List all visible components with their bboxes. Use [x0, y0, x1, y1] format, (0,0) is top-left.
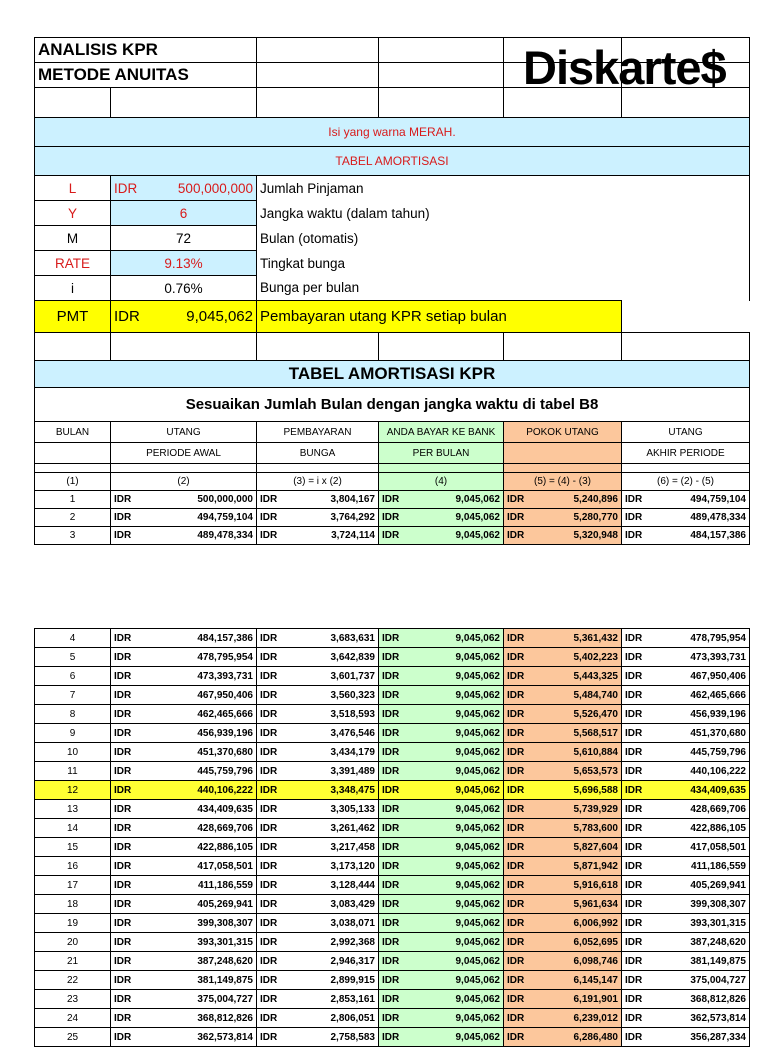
- debt-end-cell: IDR 484,157,386: [622, 527, 750, 545]
- payment-cell: IDR 9,045,062: [379, 629, 504, 648]
- debt-start-cell: IDR 467,950,406: [111, 686, 257, 705]
- debt-start-cell: IDR 428,669,706: [111, 819, 257, 838]
- payment-cell: IDR 9,045,062: [379, 527, 504, 545]
- years-input[interactable]: 6: [111, 201, 257, 226]
- debt-end-cell: IDR 462,465,666: [622, 686, 750, 705]
- payment-cell: IDR 9,045,062: [379, 705, 504, 724]
- debt-start-cell: IDR 440,106,222: [111, 781, 257, 800]
- debt-start-cell: IDR 456,939,196: [111, 724, 257, 743]
- debt-start-cell: IDR 451,370,680: [111, 743, 257, 762]
- interest-cell: IDR 2,946,317: [257, 952, 379, 971]
- month-cell: 3: [35, 527, 111, 545]
- month-cell: 13: [35, 800, 111, 819]
- debt-end-cell: IDR 489,478,334: [622, 509, 750, 527]
- principal-cell: IDR 5,653,573: [504, 762, 622, 781]
- debt-start-cell: IDR 405,269,941: [111, 895, 257, 914]
- brand-logo: Diskarte$: [523, 41, 726, 94]
- debt-end-cell: IDR 393,301,315: [622, 914, 750, 933]
- kpr-sheet: [34, 37, 750, 545]
- col-subheader-interest: BUNGA: [257, 443, 379, 464]
- interest-cell: IDR 3,128,444: [257, 876, 379, 895]
- amortization-subtitle: Sesuaikan Jumlah Bulan dengan jangka waktu di tabel B8: [35, 388, 750, 422]
- interest-cell: IDR 2,992,368: [257, 933, 379, 952]
- month-cell: 18: [35, 895, 111, 914]
- debt-end-cell: IDR 381,149,875: [622, 952, 750, 971]
- months-value: 72: [111, 226, 257, 251]
- param-row-loan: [35, 176, 750, 201]
- table-row: [35, 724, 750, 743]
- param-row-months: [35, 226, 750, 251]
- month-cell: 7: [35, 686, 111, 705]
- payment-cell: IDR 9,045,062: [379, 857, 504, 876]
- pmt-desc: Pembayaran utang KPR setiap bulan: [257, 301, 622, 333]
- debt-end-cell: IDR 451,370,680: [622, 724, 750, 743]
- debt-end-cell: IDR 467,950,406: [622, 667, 750, 686]
- month-cell: 19: [35, 914, 111, 933]
- principal-cell: IDR 5,568,517: [504, 724, 622, 743]
- month-cell: 11: [35, 762, 111, 781]
- principal-cell: IDR 5,916,618: [504, 876, 622, 895]
- table-row: [35, 933, 750, 952]
- table-row: [35, 1009, 750, 1028]
- header-row-1: [35, 422, 750, 443]
- principal-cell: IDR 6,098,746: [504, 952, 622, 971]
- table-row: [35, 491, 750, 509]
- pmt-symbol: PMT: [35, 301, 111, 333]
- payment-cell: IDR 9,045,062: [379, 971, 504, 990]
- principal-cell: IDR 5,280,770: [504, 509, 622, 527]
- param-symbol: Y: [35, 201, 111, 226]
- debt-end-cell: IDR 405,269,941: [622, 876, 750, 895]
- debt-end-cell: IDR 434,409,635: [622, 781, 750, 800]
- payment-cell: IDR 9,045,062: [379, 952, 504, 971]
- debt-end-cell: IDR 473,393,731: [622, 648, 750, 667]
- debt-end-cell: IDR 428,669,706: [622, 800, 750, 819]
- table-row: [35, 914, 750, 933]
- debt-end-cell: IDR 411,186,559: [622, 857, 750, 876]
- principal-cell: IDR 5,443,325: [504, 667, 622, 686]
- debt-start-cell: IDR 368,812,826: [111, 1009, 257, 1028]
- debt-end-cell: IDR 445,759,796: [622, 743, 750, 762]
- month-cell: 12: [35, 781, 111, 800]
- debt-end-cell: IDR 456,939,196: [622, 705, 750, 724]
- debt-start-cell: IDR 393,301,315: [111, 933, 257, 952]
- payment-cell: IDR 9,045,062: [379, 895, 504, 914]
- col-header-month: BULAN: [35, 422, 111, 443]
- interest-cell: IDR 3,083,429: [257, 895, 379, 914]
- interest-cell: IDR 2,899,915: [257, 971, 379, 990]
- payment-cell: IDR 9,045,062: [379, 838, 504, 857]
- payment-cell: IDR 9,045,062: [379, 686, 504, 705]
- param-row-monthly-rate: [35, 276, 750, 301]
- debt-end-cell: IDR 478,795,954: [622, 629, 750, 648]
- month-cell: 8: [35, 705, 111, 724]
- principal-cell: IDR 5,783,600: [504, 819, 622, 838]
- interest-cell: IDR 3,804,167: [257, 491, 379, 509]
- amortization-table-continued: [34, 628, 750, 1047]
- debt-end-cell: IDR 440,106,222: [622, 762, 750, 781]
- payment-cell: IDR 9,045,062: [379, 1009, 504, 1028]
- payment-cell: IDR 9,045,062: [379, 743, 504, 762]
- debt-end-cell: IDR 494,759,104: [622, 491, 750, 509]
- payment-cell: IDR 9,045,062: [379, 990, 504, 1009]
- monthly-rate-value: 0.76%: [111, 276, 257, 301]
- formula-cell: (4): [379, 473, 504, 491]
- month-cell: 17: [35, 876, 111, 895]
- principal-cell: IDR 6,239,012: [504, 1009, 622, 1028]
- table-row: [35, 509, 750, 527]
- month-cell: 9: [35, 724, 111, 743]
- table-row: [35, 762, 750, 781]
- principal-cell: IDR 6,191,901: [504, 990, 622, 1009]
- param-desc: Jumlah Pinjaman: [257, 176, 750, 201]
- col-header-debt-end: UTANG: [622, 422, 750, 443]
- payment-cell: IDR 9,045,062: [379, 800, 504, 819]
- principal-cell: IDR 5,739,929: [504, 800, 622, 819]
- table-row: [35, 705, 750, 724]
- debt-end-cell: IDR 399,308,307: [622, 895, 750, 914]
- debt-start-cell: IDR 494,759,104: [111, 509, 257, 527]
- month-cell: 5: [35, 648, 111, 667]
- interest-cell: IDR 2,758,583: [257, 1028, 379, 1047]
- col-header-principal: POKOK UTANG: [504, 422, 622, 443]
- section-title: TABEL AMORTISASI: [35, 147, 750, 176]
- principal-cell: IDR 5,610,884: [504, 743, 622, 762]
- payment-cell: IDR 9,045,062: [379, 509, 504, 527]
- payment-cell: IDR 9,045,062: [379, 933, 504, 952]
- payment-cell: IDR 9,045,062: [379, 491, 504, 509]
- debt-end-cell: IDR 368,812,826: [622, 990, 750, 1009]
- interest-cell: IDR 3,724,114: [257, 527, 379, 545]
- debt-start-cell: IDR 478,795,954: [111, 648, 257, 667]
- principal-cell: IDR 5,484,740: [504, 686, 622, 705]
- debt-start-cell: IDR 399,308,307: [111, 914, 257, 933]
- debt-start-cell: IDR 362,573,814: [111, 1028, 257, 1047]
- principal-cell: IDR 5,361,432: [504, 629, 622, 648]
- formula-cell: (1): [35, 473, 111, 491]
- month-cell: 14: [35, 819, 111, 838]
- debt-start-cell: IDR 422,886,105: [111, 838, 257, 857]
- debt-end-cell: IDR 422,886,105: [622, 819, 750, 838]
- interest-cell: IDR 3,601,737: [257, 667, 379, 686]
- table-row: [35, 990, 750, 1009]
- col-subheader-debt-start: PERIODE AWAL: [111, 443, 257, 464]
- principal-cell: IDR 5,526,470: [504, 705, 622, 724]
- payment-cell: IDR 9,045,062: [379, 648, 504, 667]
- payment-cell: IDR 9,045,062: [379, 1028, 504, 1047]
- table-row: [35, 686, 750, 705]
- col-header-interest: PEMBAYARAN: [257, 422, 379, 443]
- param-symbol: L: [35, 176, 111, 201]
- principal-cell: IDR 6,052,695: [504, 933, 622, 952]
- param-row-rate: [35, 251, 750, 276]
- month-cell: 15: [35, 838, 111, 857]
- month-cell: 16: [35, 857, 111, 876]
- debt-start-cell: IDR 473,393,731: [111, 667, 257, 686]
- amortization-rows-page1: [35, 491, 750, 545]
- debt-start-cell: IDR 375,004,727: [111, 990, 257, 1009]
- payment-cell: IDR 9,045,062: [379, 667, 504, 686]
- principal-cell: IDR 5,871,942: [504, 857, 622, 876]
- formula-cell: (3) = i x (2): [257, 473, 379, 491]
- payment-cell: IDR 9,045,062: [379, 876, 504, 895]
- month-cell: 25: [35, 1028, 111, 1047]
- interest-cell: IDR 3,518,593: [257, 705, 379, 724]
- loan-amount-input[interactable]: IDR 500,000,000: [111, 176, 257, 201]
- table-row: [35, 971, 750, 990]
- interest-cell: IDR 3,764,292: [257, 509, 379, 527]
- interest-cell: IDR 3,642,839: [257, 648, 379, 667]
- pmt-value: IDR 9,045,062: [111, 301, 257, 333]
- debt-start-cell: IDR 500,000,000: [111, 491, 257, 509]
- interest-cell: IDR 3,560,323: [257, 686, 379, 705]
- param-symbol: i: [35, 276, 111, 301]
- debt-start-cell: IDR 445,759,796: [111, 762, 257, 781]
- interest-cell: IDR 3,305,133: [257, 800, 379, 819]
- debt-start-cell: IDR 484,157,386: [111, 629, 257, 648]
- title-line2: METODE ANUITAS: [35, 63, 257, 88]
- debt-start-cell: IDR 417,058,501: [111, 857, 257, 876]
- month-cell: 1: [35, 491, 111, 509]
- debt-end-cell: IDR 417,058,501: [622, 838, 750, 857]
- month-cell: 21: [35, 952, 111, 971]
- table-row: [35, 527, 750, 545]
- month-cell: 23: [35, 990, 111, 1009]
- principal-cell: IDR 6,286,480: [504, 1028, 622, 1047]
- debt-start-cell: IDR 462,465,666: [111, 705, 257, 724]
- month-cell: 20: [35, 933, 111, 952]
- debt-start-cell: IDR 489,478,334: [111, 527, 257, 545]
- debt-end-cell: IDR 362,573,814: [622, 1009, 750, 1028]
- interest-cell: IDR 2,853,161: [257, 990, 379, 1009]
- month-cell: 2: [35, 509, 111, 527]
- month-cell: 10: [35, 743, 111, 762]
- param-symbol: M: [35, 226, 111, 251]
- amortization-title: TABEL AMORTISASI KPR: [35, 361, 750, 388]
- table-row: [35, 648, 750, 667]
- month-cell: 4: [35, 629, 111, 648]
- table-row: [35, 819, 750, 838]
- header-row-2: [35, 443, 750, 464]
- principal-cell: IDR 5,402,223: [504, 648, 622, 667]
- payment-cell: IDR 9,045,062: [379, 781, 504, 800]
- col-subheader-debt-end: AKHIR PERIODE: [622, 443, 750, 464]
- table-row: [35, 838, 750, 857]
- table-row: [35, 952, 750, 971]
- interest-cell: IDR 3,434,179: [257, 743, 379, 762]
- col-header-debt-start: UTANG: [111, 422, 257, 443]
- interest-cell: IDR 3,391,489: [257, 762, 379, 781]
- param-symbol: RATE: [35, 251, 111, 276]
- table-row: [35, 1028, 750, 1047]
- formula-cell: (6) = (2) - (5): [622, 473, 750, 491]
- interest-cell: IDR 2,806,051: [257, 1009, 379, 1028]
- col-subheader-payment: PER BULAN: [379, 443, 504, 464]
- table-row: [35, 667, 750, 686]
- formula-row: [35, 473, 750, 491]
- interest-cell: IDR 3,683,631: [257, 629, 379, 648]
- interest-cell: IDR 3,348,475: [257, 781, 379, 800]
- debt-start-cell: IDR 434,409,635: [111, 800, 257, 819]
- instruction-note: Isi yang warna MERAH.: [35, 118, 750, 147]
- table-row: [35, 743, 750, 762]
- table-row-highlighted: [35, 781, 750, 800]
- principal-cell: IDR 5,240,896: [504, 491, 622, 509]
- month-cell: 22: [35, 971, 111, 990]
- col-header-payment: ANDA BAYAR KE BANK: [379, 422, 504, 443]
- payment-cell: IDR 9,045,062: [379, 914, 504, 933]
- param-desc: Bulan (otomatis): [257, 226, 750, 251]
- payment-cell: IDR 9,045,062: [379, 762, 504, 781]
- payment-cell: IDR 9,045,062: [379, 724, 504, 743]
- interest-cell: IDR 3,261,462: [257, 819, 379, 838]
- month-cell: 24: [35, 1009, 111, 1028]
- debt-end-cell: IDR 387,248,620: [622, 933, 750, 952]
- param-desc: Jangka waktu (dalam tahun): [257, 201, 750, 226]
- month-cell: 6: [35, 667, 111, 686]
- table-row: [35, 800, 750, 819]
- debt-end-cell: IDR 375,004,727: [622, 971, 750, 990]
- amortization-rows-page2: [35, 629, 750, 1047]
- principal-cell: IDR 5,961,634: [504, 895, 622, 914]
- debt-start-cell: IDR 387,248,620: [111, 952, 257, 971]
- table-row: [35, 629, 750, 648]
- principal-cell: IDR 6,145,147: [504, 971, 622, 990]
- debt-start-cell: IDR 411,186,559: [111, 876, 257, 895]
- table-row: [35, 895, 750, 914]
- principal-cell: IDR 5,827,604: [504, 838, 622, 857]
- param-row-years: [35, 201, 750, 226]
- payment-cell: IDR 9,045,062: [379, 819, 504, 838]
- interest-cell: IDR 3,173,120: [257, 857, 379, 876]
- debt-start-cell: IDR 381,149,875: [111, 971, 257, 990]
- pmt-row: [35, 301, 750, 333]
- principal-cell: IDR 6,006,992: [504, 914, 622, 933]
- table-row: [35, 857, 750, 876]
- param-desc: Bunga per bulan: [257, 276, 750, 301]
- interest-cell: IDR 3,217,458: [257, 838, 379, 857]
- rate-input[interactable]: 9.13%: [111, 251, 257, 276]
- debt-end-cell: IDR 356,287,334: [622, 1028, 750, 1047]
- formula-cell: (5) = (4) - (3): [504, 473, 622, 491]
- principal-cell: IDR 5,696,588: [504, 781, 622, 800]
- interest-cell: IDR 3,038,071: [257, 914, 379, 933]
- param-desc: Tingkat bunga: [257, 251, 750, 276]
- table-row: [35, 876, 750, 895]
- interest-cell: IDR 3,476,546: [257, 724, 379, 743]
- title-line1: ANALISIS KPR: [35, 38, 257, 63]
- principal-cell: IDR 5,320,948: [504, 527, 622, 545]
- formula-cell: (2): [111, 473, 257, 491]
